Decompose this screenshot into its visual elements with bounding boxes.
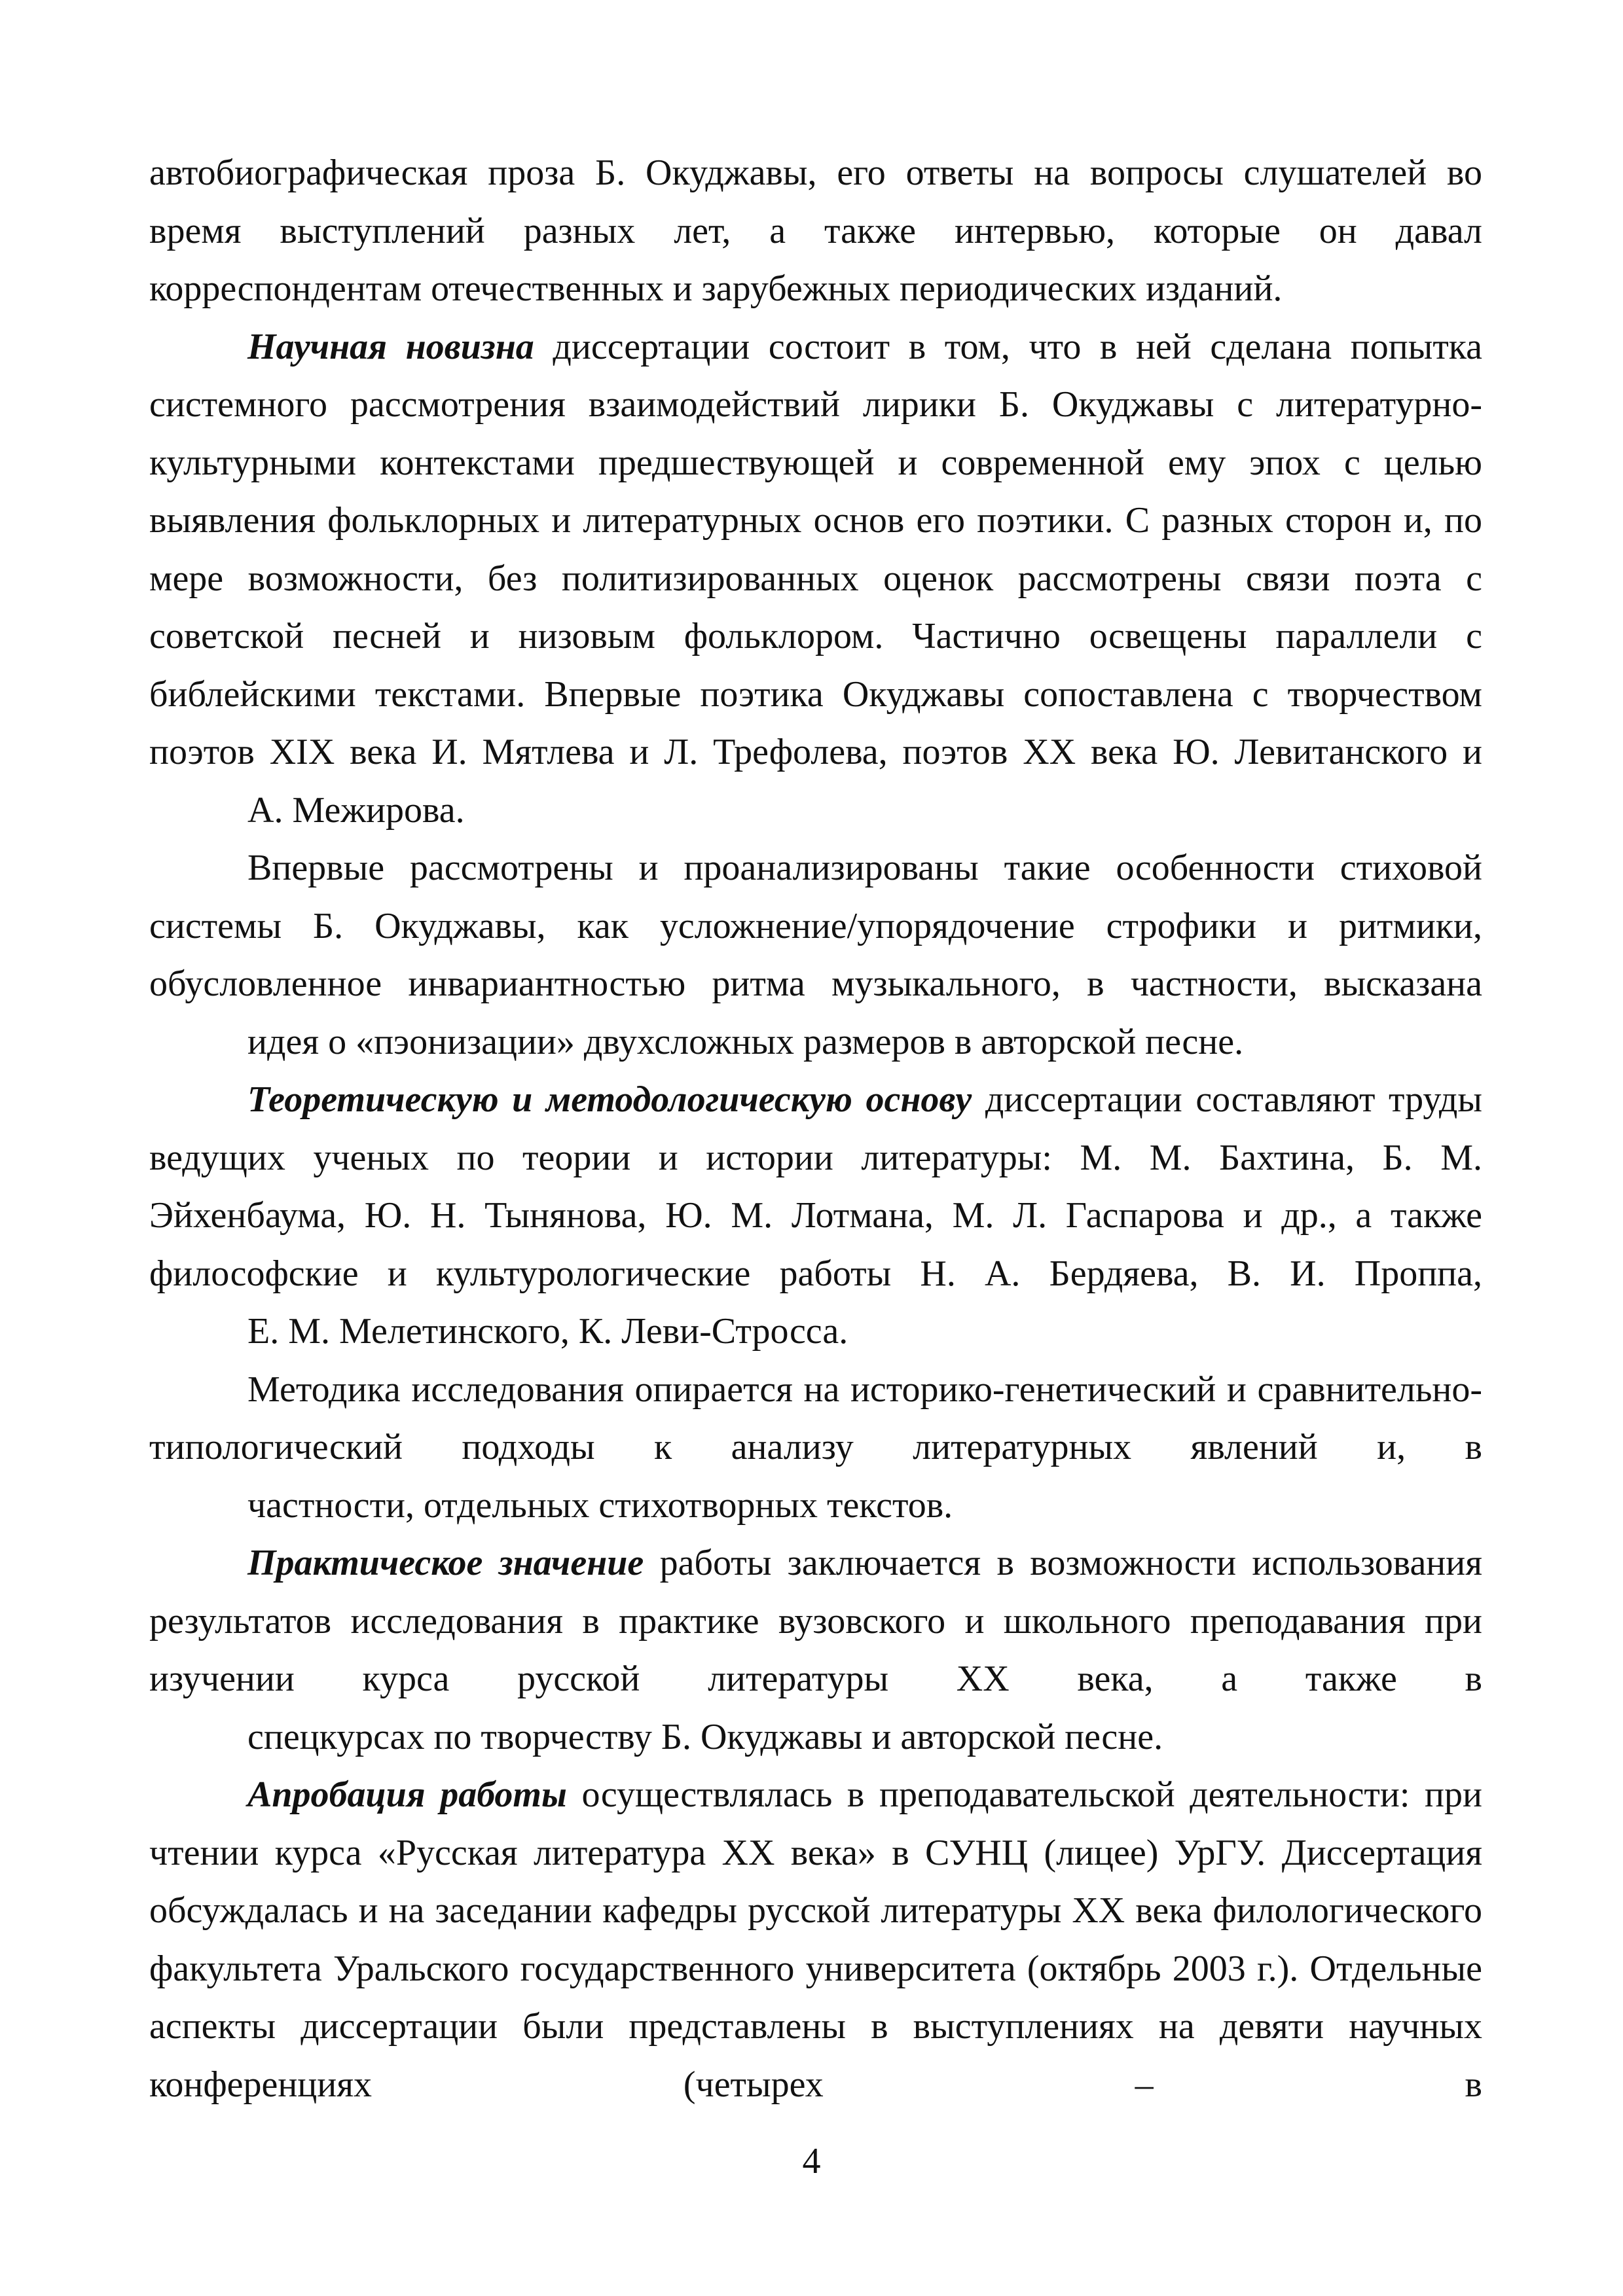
paragraph-body: работы заключается в возможности использования результатов исследования в практике вузовского и школьного преподавания при изучении курса русской литературы XX века, а также в <box>149 1543 1482 1699</box>
paragraph-body: Впервые рассмотрены и проанализированы такие особенности стиховой системы Б. Окуджавы, как усложнение/упорядочение строфики и ритмики, обусловленное инвариантностью ритма музыкального, в частности, высказана <box>149 848 1482 1004</box>
paragraph-last-line: А. Межирова. <box>247 789 465 831</box>
section-lead-heading: Апробация работы <box>247 1774 567 1815</box>
section-lead-heading: Практическое значение <box>247 1543 644 1583</box>
paragraph-last-line: Е. М. Мелетинского, К. Леви-Стросса. <box>247 1311 848 1352</box>
paragraph-last-line: идея о «пэонизации» двухсложных размеров в авторской песне. <box>247 1021 1244 1062</box>
paragraph-last-line: частности, отдельных стихотворных текстов. <box>247 1484 953 1526</box>
paragraph-practical-value <box>149 1534 1482 1766</box>
paragraph-scientific-novelty <box>149 318 1482 840</box>
paragraph-last-line: спецкурсах по творчеству Б. Окуджавы и авторской песне. <box>247 1716 1163 1757</box>
paragraph-body: автобиографическая проза Б. Окуджавы, его ответы на вопросы слушателей во время выступлений разных лет, а также интервью, которые он давал <box>149 152 1482 251</box>
paragraph-body: осуществлялась в преподавательской деятельности: при чтении курса «Русская литература XX века» в СУНЦ (лицее) УрГУ. Диссертация обсуждалась и на заседании кафедры русской литературы XX века филологического факультета Уральского государственного университета (октябрь 2003 г.). Отдельные аспекты диссертации были представлены в выступлениях на девяти научных конференциях (четырех – в <box>149 1774 1482 2105</box>
paragraph-approbation <box>149 1766 1482 2113</box>
paragraph-methodology <box>149 1361 1482 1535</box>
paragraph-body: диссертации составляют труды ведущих ученых по теории и истории литературы: М. М. Бахтина, Б. М. Эйхенбаума, Ю. Н. Тынянова, Ю. М. Лотмана, М. Л. Гаспарова и др., а также философские и культурологические работы Н. А. Бердяева, В. И. Проппа, <box>149 1079 1482 1294</box>
paragraph-theoretical-basis <box>149 1071 1482 1361</box>
paragraph-verse-system <box>149 839 1482 1071</box>
paragraph-body: диссертации состоит в том, что в ней сделана попытка системного рассмотрения взаимодействий лирики Б. Окуджавы с литературно-культурными контекстами предшествующей и современной ему эпох с целью выявления фольклорных и литературных основ его поэтики. С разных сторон и, по мере возможности, без политизированных оценок рассмотрены связи поэта с советской песней и низовым фольклором. Частично освещены параллели с библейскими текстами. Впервые поэтика Окуджавы сопоставлена с творчеством поэтов XIX века И. Мятлева и Л. Трефолева, поэтов XX века Ю. Левитанского и <box>149 326 1482 772</box>
section-lead-heading: Научная новизна <box>247 326 534 367</box>
paragraph-body: Методика исследования опирается на историко-генетический и сравнительно-типологический подходы к анализу литературных явлений и, в <box>149 1369 1482 1467</box>
paragraph-intro-continuation <box>149 144 1482 318</box>
paragraph-last-line: корреспондентам отечественных и зарубежных периодических изданий. <box>149 268 1283 309</box>
page-number: 4 <box>802 2141 821 2181</box>
section-lead-heading: Теоретическую и методологическую основу <box>247 1079 972 1120</box>
body-text <box>149 144 1482 2113</box>
